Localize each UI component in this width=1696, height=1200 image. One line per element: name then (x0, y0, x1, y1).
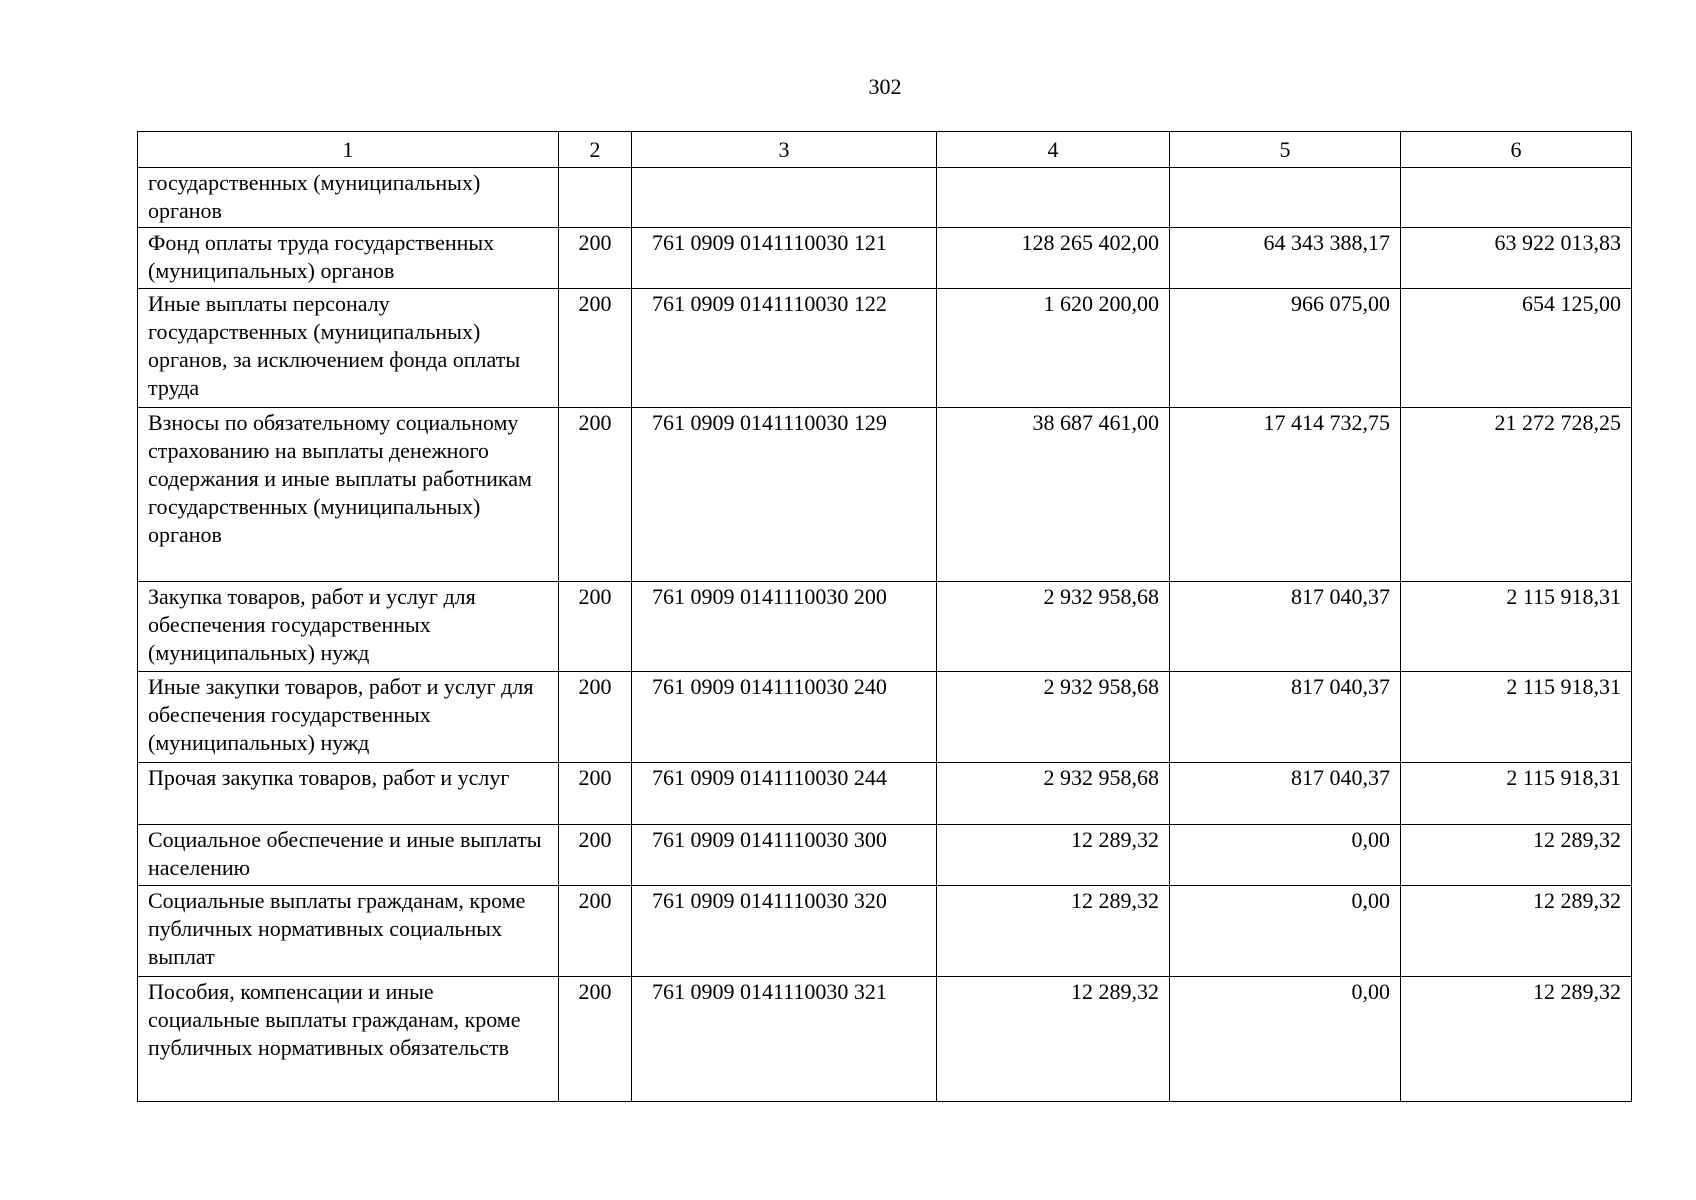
column-header-1: 1 (138, 132, 559, 168)
row-kbk: 761 0909 0141110030 122 (632, 289, 937, 408)
row-value-4: 128 265 402,00 (937, 228, 1170, 289)
row-code: 200 (559, 886, 632, 977)
row-value-5: 64 343 388,17 (1170, 228, 1401, 289)
row-value-5: 17 414 732,75 (1170, 408, 1401, 582)
row-code: 200 (559, 228, 632, 289)
row-name: Социальное обеспечение и иные выплаты населению (138, 825, 559, 886)
column-header-3: 3 (632, 132, 937, 168)
table-row (138, 825, 1632, 886)
header-row (138, 132, 1632, 168)
row-kbk: 761 0909 0141110030 200 (632, 582, 937, 672)
row-code: 200 (559, 763, 632, 825)
row-name: Фонд оплаты труда государственных (муниципальных) органов (138, 228, 559, 289)
row-value-6: 654 125,00 (1401, 289, 1632, 408)
row-value-6: 12 289,32 (1401, 825, 1632, 886)
row-value-6: 2 115 918,31 (1401, 582, 1632, 672)
table-row (138, 886, 1632, 977)
row-value-5: 817 040,37 (1170, 763, 1401, 825)
row-name: Закупка товаров, работ и услуг для обеспечения государственных (муниципальных) нужд (138, 582, 559, 672)
column-header-6: 6 (1401, 132, 1632, 168)
row-name: Социальные выплаты гражданам, кроме публичных нормативных социальных выплат (138, 886, 559, 977)
row-value-4: 1 620 200,00 (937, 289, 1170, 408)
row-value-5: 0,00 (1170, 825, 1401, 886)
column-header-2: 2 (559, 132, 632, 168)
row-value-5: 966 075,00 (1170, 289, 1401, 408)
row-value-4: 12 289,32 (937, 886, 1170, 977)
row-value-4: 2 932 958,68 (937, 672, 1170, 763)
table-row (138, 977, 1632, 1102)
row-name: Взносы по обязательному социальному страхованию на выплаты денежного содержания и иные выплаты работникам государственных (муниципальных) органов (138, 408, 559, 582)
row-value-4: 2 932 958,68 (937, 763, 1170, 825)
row-name: Иные выплаты персоналу государственных (муниципальных) органов, за исключением фонда оплаты труда (138, 289, 559, 408)
row-code: 200 (559, 977, 632, 1102)
row-name: Пособия, компенсации и иные социальные выплаты гражданам, кроме публичных нормативных обязательств (138, 977, 559, 1102)
row-value-4 (937, 168, 1170, 228)
column-header-5: 5 (1170, 132, 1401, 168)
row-code (559, 168, 632, 228)
table-row (138, 763, 1632, 825)
table-row (138, 582, 1632, 672)
row-value-6: 2 115 918,31 (1401, 763, 1632, 825)
row-value-6: 12 289,32 (1401, 886, 1632, 977)
column-header-4: 4 (937, 132, 1170, 168)
row-code: 200 (559, 672, 632, 763)
table-row (138, 672, 1632, 763)
row-kbk (632, 168, 937, 228)
row-value-5: 0,00 (1170, 886, 1401, 977)
budget-table (137, 131, 1632, 1102)
row-kbk: 761 0909 0141110030 240 (632, 672, 937, 763)
row-value-6: 12 289,32 (1401, 977, 1632, 1102)
row-value-4: 38 687 461,00 (937, 408, 1170, 582)
row-name: Иные закупки товаров, работ и услуг для обеспечения государственных (муниципальных) нужд (138, 672, 559, 763)
row-kbk: 761 0909 0141110030 321 (632, 977, 937, 1102)
row-code: 200 (559, 582, 632, 672)
row-value-4: 12 289,32 (937, 977, 1170, 1102)
row-value-4: 12 289,32 (937, 825, 1170, 886)
row-value-5 (1170, 168, 1401, 228)
row-kbk: 761 0909 0141110030 129 (632, 408, 937, 582)
row-kbk: 761 0909 0141110030 121 (632, 228, 937, 289)
row-value-4: 2 932 958,68 (937, 582, 1170, 672)
row-value-5: 817 040,37 (1170, 672, 1401, 763)
row-name: государственных (муниципальных) органов (138, 168, 559, 228)
row-kbk: 761 0909 0141110030 300 (632, 825, 937, 886)
row-value-6 (1401, 168, 1632, 228)
row-value-5: 817 040,37 (1170, 582, 1401, 672)
table-row (138, 408, 1632, 582)
row-value-6: 21 272 728,25 (1401, 408, 1632, 582)
row-kbk: 761 0909 0141110030 244 (632, 763, 937, 825)
row-code: 200 (559, 825, 632, 886)
table-row (138, 228, 1632, 289)
table-row (138, 289, 1632, 408)
page-number: 302 (868, 74, 902, 99)
row-code: 200 (559, 289, 632, 408)
row-code: 200 (559, 408, 632, 582)
row-value-6: 2 115 918,31 (1401, 672, 1632, 763)
row-name: Прочая закупка товаров, работ и услуг (138, 763, 559, 825)
table-row (138, 168, 1632, 228)
row-value-5: 0,00 (1170, 977, 1401, 1102)
row-kbk: 761 0909 0141110030 320 (632, 886, 937, 977)
row-value-6: 63 922 013,83 (1401, 228, 1632, 289)
